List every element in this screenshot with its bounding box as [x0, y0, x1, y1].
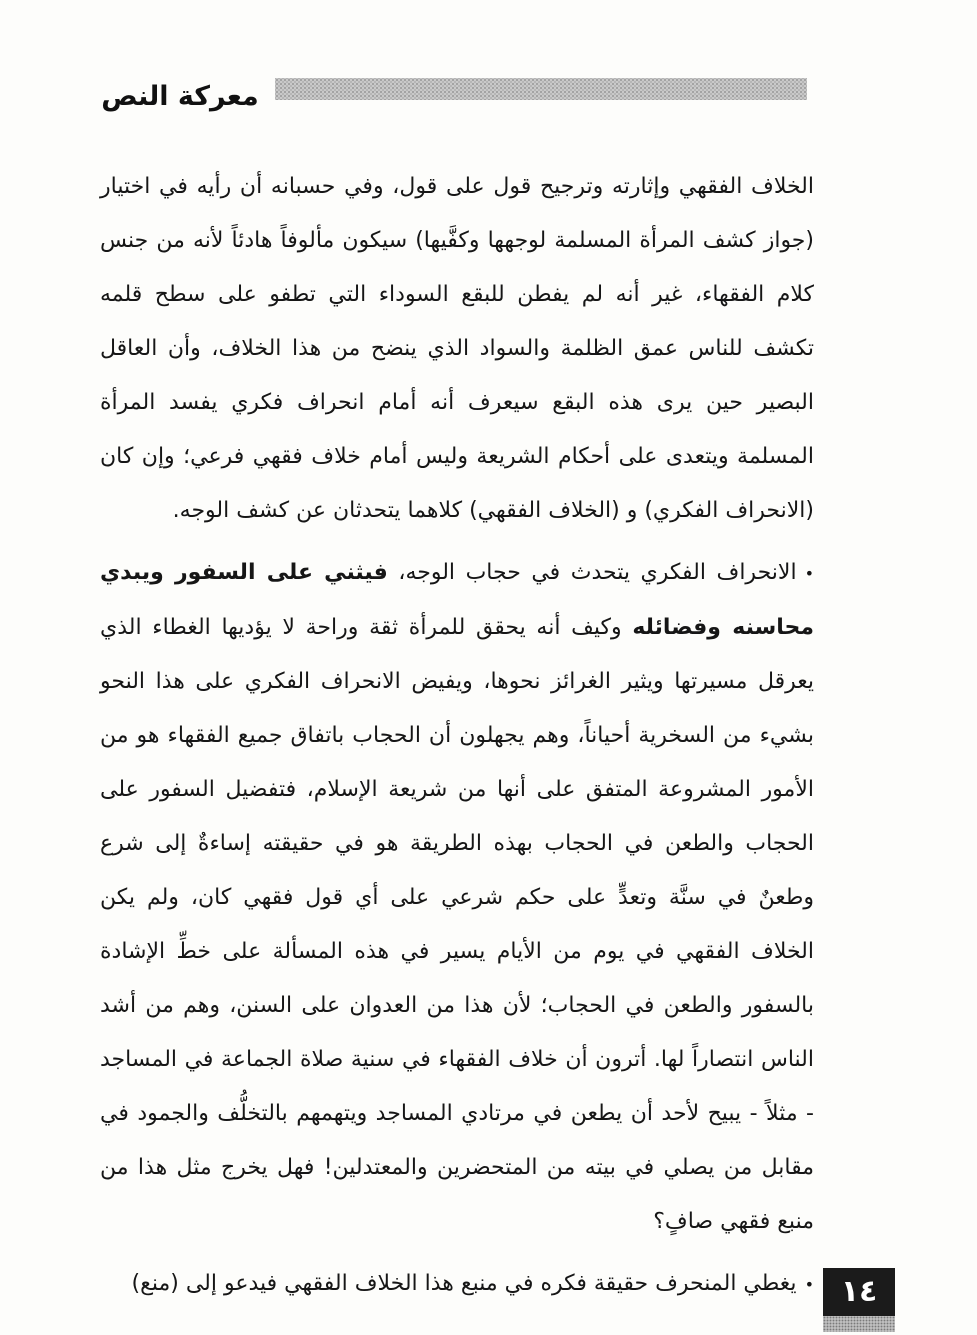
running-title: معركة النص [101, 81, 259, 112]
body-text [100, 160, 814, 1312]
page-header [0, 0, 977, 130]
paragraph-3 [100, 1257, 814, 1312]
paragraph-2-emphasis: فيثني على السفور ويبدي محاسنه وفضائله [100, 560, 814, 640]
paragraph-1 [100, 160, 814, 538]
page-number: ١٤ [823, 1268, 895, 1316]
paragraph-3-text: يغطي المنحرف حقيقة فكره في منبع هذا الخلاف الفقهي فيدعو إلى (منع) [131, 1271, 797, 1296]
header-pattern-band [275, 78, 807, 100]
page-number-pattern-band [823, 1316, 895, 1332]
bullet-icon: • [804, 564, 814, 583]
paragraph-1-text: الخلاف الفقهي وإثارته وترجيح قول على قول، وفي حسبانه أن رأيه في اختيار (جواز كشف المرأة المسلمة لوجهها وكفَّيها) سيكون مألوفاً هادئاً لأنه من جنس كلام الفقهاء، غير أنه لم يفطن للبقع السوداء التي تطفو على سطح قلمه تكشف للناس عمق الظلمة والسواد الذي ينضح من هذا الخلاف، وأن العاقل البصير حين يرى هذه البقع سيعرف أنه أمام انحراف فكري يفسد المرأة المسلمة ويتعدى على أحكام الشريعة وليس أمام خلاف فقهي فرعي؛ وإن كان (الانحراف الفكري) و (الخلاف الفقهي) كلاهما يتحدثان عن كشف الوجه. [100, 174, 814, 523]
bullet-icon: • [804, 1275, 814, 1294]
paragraph-2 [100, 546, 814, 1249]
paragraph-2-text: وكيف أنه يحقق للمرأة ثقة وراحة لا يؤديها الغطاء الذي يعرقل مسيرتها ويثير الغرائز نحوها، ويفيض الانحراف الفكري على هذا النحو بشيء من السخرية أحياناً، وهم يجهلون أن الحجاب باتفاق جميع الفقهاء هو من الأمور المشروعة المتفق على أنها من شريعة الإسلام، فتفضيل السفور على الحجاب والطعن في الحجاب بهذه الطريقة هو في حقيقته إساءةٌ إلى شرع وطعنٌ في سنَّة وتعدٍّ على حكم شرعي على أي قول فقهي كان، ولم يكن الخلاف الفقهي في يوم من الأيام يسير في هذه المسألة على خطِّ الإشادة بالسفور والطعن في الحجاب؛ لأن هذا من العدوان على السنن، وهم من أشد الناس انتصاراً لها. أترون أن خلاف الفقهاء في سنية صلاة الجماعة في المساجد - مثلاً - يبيح لأحد أن يطعن في مرتادي المساجد ويتهمهم بالتخلُّف والجمود في مقابل من يصلي في بيته من المتحضرين والمعتدلين! فهل يخرج مثل هذا من منبع فقهي صافٍ؟ [100, 615, 814, 1234]
paragraph-2-lead: الانحراف الفكري يتحدث في حجاب الوجه، [387, 560, 797, 585]
